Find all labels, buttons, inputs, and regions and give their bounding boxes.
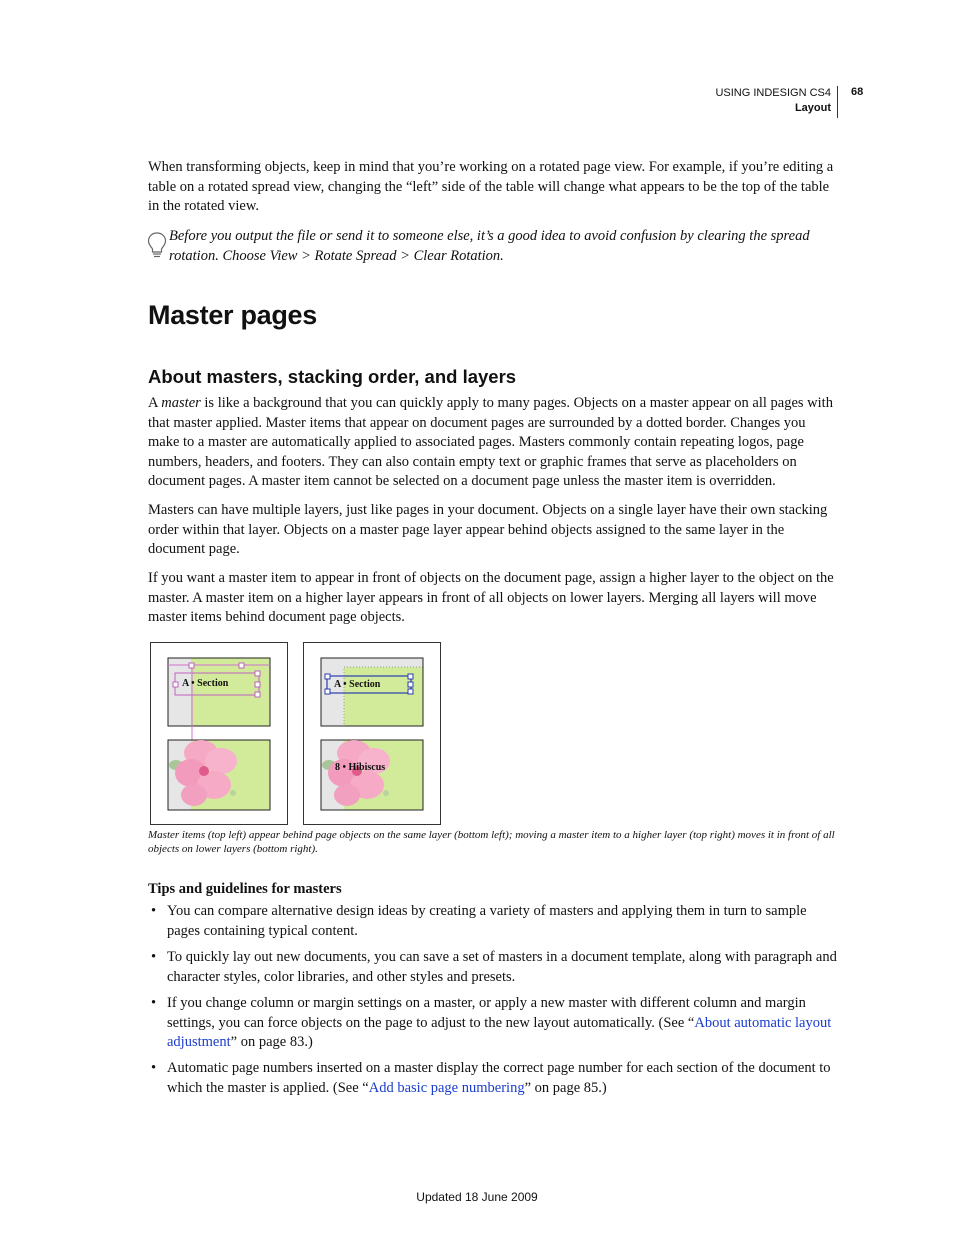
figure-right-panel bbox=[303, 642, 441, 825]
figure-caption: Master items (top left) appear behind page objects on the same layer (bottom left); moving a master item to a higher layer (top right) moves it in front of all objects on lower layers (bottom right). bbox=[148, 829, 835, 855]
figure-left-panel bbox=[150, 642, 288, 825]
bullet-text bbox=[167, 1059, 840, 1098]
para1-rest: is like a background that you can quickly apply to many pages. Objects on a master appear on all pages with that master applied. Master items that appear on document pages are surrounded by a dotted border. Changes you make to a master are automatically applied to associated pages. Masters commonly contain repeating logos, page numbers, headers, and footers. They can also contain empty text or graphic frames that serve as placeholders on document pages. A master item cannot be selected on a document page unless the master item is overridden. bbox=[148, 395, 833, 490]
para1-term-master: master bbox=[161, 395, 201, 411]
figure-left-section-label: A • Section bbox=[182, 678, 229, 689]
running-header bbox=[715, 86, 838, 118]
figure-right-illustration bbox=[304, 643, 440, 824]
bullet-marker: • bbox=[151, 949, 157, 965]
bullet-marker: • bbox=[151, 903, 157, 919]
tips-heading: Tips and guidelines for masters bbox=[148, 881, 342, 897]
intro-paragraph: When transforming objects, keep in mind that you’re working on a rotated page view. For example, if you’re editing a table on a rotated spread view, changing the “left” side of the table will change what appears to be the top of the table in the rotated view. bbox=[148, 159, 834, 215]
bullet-text: To quickly lay out new documents, you can save a set of masters in a document template, along with paragraph and character styles, color libraries, and other styles and presets. bbox=[167, 949, 837, 985]
bullet-text: You can compare alternative design ideas by creating a variety of masters and applying them in turn to sample pages containing typical content. bbox=[167, 903, 807, 939]
figure-right-section-label: A • Section bbox=[334, 679, 381, 690]
figure-right-hibiscus-label: 8 • Hibiscus bbox=[335, 762, 386, 773]
bullet4-end: ” on page 85.) bbox=[524, 1079, 607, 1096]
paragraph-layers: Masters can have multiple layers, just like pages in your document. Objects on a single layer have their own stacking order within that layer. Objects on a master page layer appear behind objects assigned to the same layer in the document page. bbox=[148, 502, 828, 558]
page-number: 68 bbox=[851, 86, 864, 98]
figure-left-illustration bbox=[151, 643, 287, 824]
page-footer: Updated 18 June 2009 bbox=[416, 1190, 538, 1204]
bullet3-end: ” on page 83.) bbox=[230, 1034, 313, 1051]
lightbulb-icon bbox=[147, 231, 167, 261]
bullet-marker: • bbox=[151, 1060, 157, 1076]
header-book-title: USING INDESIGN CS4 bbox=[715, 87, 831, 99]
paragraph-master-definition bbox=[148, 394, 840, 492]
tip-text: Before you output the file or send it to someone else, it’s a good idea to avoid confusion by clearing the spread rotation. Choose View > Rotate Spread > Clear Rotation. bbox=[169, 228, 810, 264]
header-chapter: Layout bbox=[794, 102, 831, 114]
link-about-automatic-layout-adjustment[interactable]: About automatic layout adjustment bbox=[167, 1014, 832, 1051]
link-add-basic-page-numbering[interactable]: Add basic page numbering bbox=[368, 1079, 525, 1096]
paragraph-higher-layer: If you want a master item to appear in front of objects on the document page, assign a higher layer to the object on the master. A master item on a higher layer appears in front of all objects on lower layers. Merging all layers will move master items behind document page objects. bbox=[148, 570, 834, 626]
bullet-text bbox=[167, 994, 840, 1053]
bullet-marker: • bbox=[151, 995, 157, 1011]
bullet3-start: If you change column or margin settings on a master, or apply a new master with different column and margin settings, you can force objects on the page to adjust to the new layout automatically. (See “ bbox=[167, 995, 806, 1031]
section-heading: About masters, stacking order, and layers bbox=[148, 366, 517, 387]
para1-start: A bbox=[148, 395, 162, 411]
bullet4-start: Automatic page numbers inserted on a master display the correct page number for each section of the document to which the master is applied. (See “ bbox=[167, 1060, 831, 1096]
page-title: Master pages bbox=[148, 300, 317, 330]
